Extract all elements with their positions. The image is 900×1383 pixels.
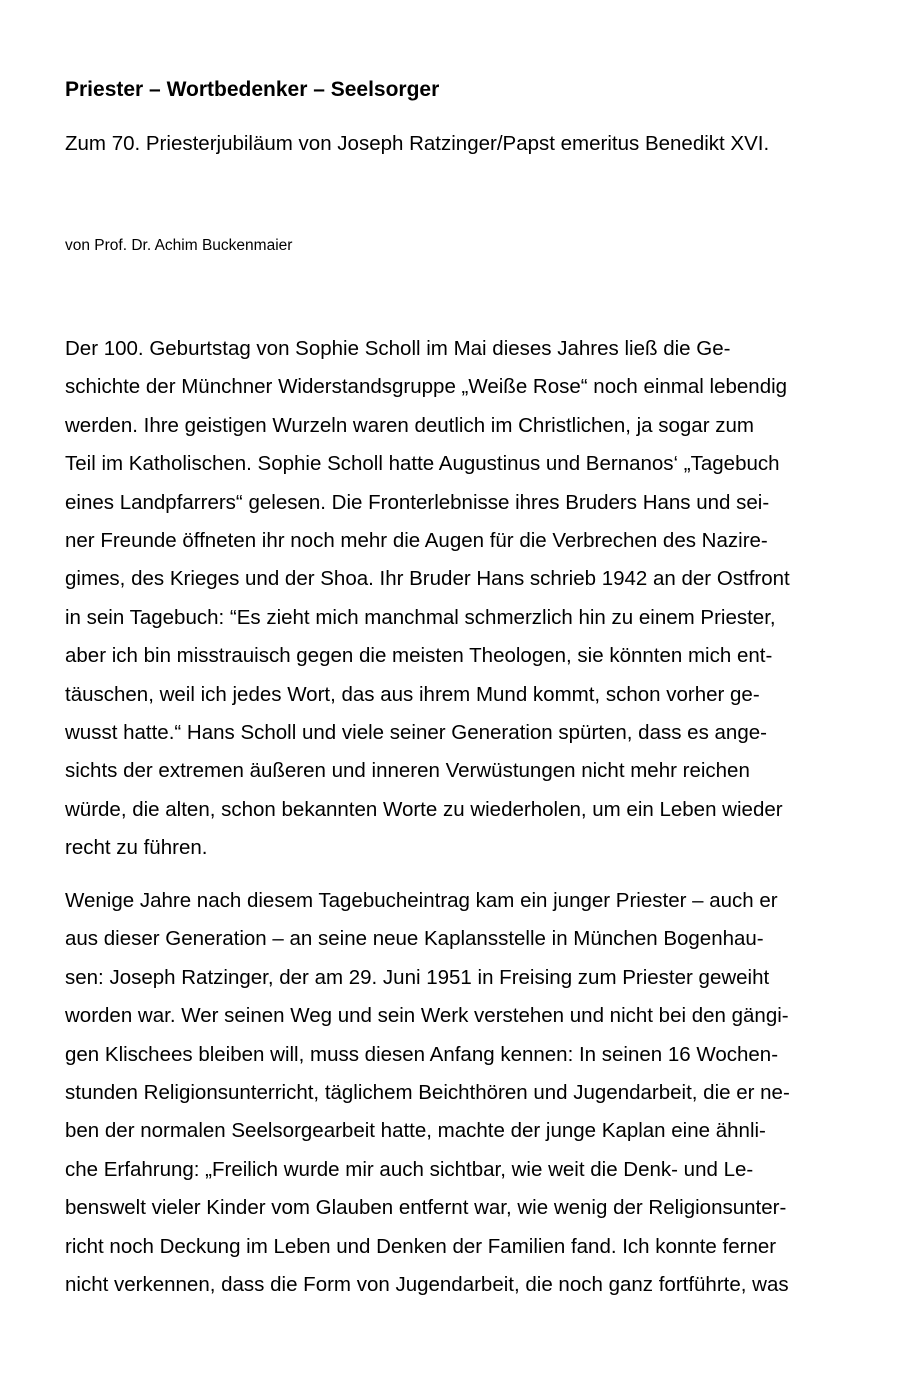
text-line: gimes, des Krieges und der Shoa. Ihr Bruder Hans schrieb 1942 an der Ostfront [65,567,790,591]
text-line: in sein Tagebuch: “Es zieht mich manchmal schmerzlich hin zu einem Priester, [65,605,776,629]
article-title: Priester – Wortbedenker – Seelsorger [65,78,440,101]
text-line: werden. Ihre geistigen Wurzeln waren deutlich im Christlichen, ja sogar zum [65,413,754,437]
text-line: richt noch Deckung im Leben und Denken der Familien fand. Ich konnte ferner [65,1234,777,1258]
text-line: Teil im Katholischen. Sophie Scholl hatte Augustinus und Bernanos‘ „Tagebuch [65,452,780,476]
text-line: gen Klischees bleiben will, muss diesen Anfang kennen: In seinen 16 Wochen- [65,1042,779,1066]
text-line: aus dieser Generation – an seine neue Kaplansstelle in München Bogenhau- [65,927,764,951]
article-subtitle: Zum 70. Priesterjubiläum von Joseph Ratzinger/Papst emeritus Benedikt XVI. [65,132,770,155]
text-line: eines Landpfarrers“ gelesen. Die Fronterlebnisse ihres Bruders Hans und sei- [65,490,770,514]
text-line: ben der normalen Seelsorgearbeit hatte, machte der junge Kaplan eine ähnli- [65,1119,766,1143]
text-line: Der 100. Geburtstag von Sophie Scholl im Mai dieses Jahres ließ die Ge- [65,337,731,360]
text-line: worden war. Wer seinen Weg und sein Werk verstehen und nicht bei den gängi- [65,1004,789,1028]
article-author: von Prof. Dr. Achim Buckenmaier [65,237,293,254]
text-line: aber ich bin misstrauisch gegen die meisten Theologen, sie könnten mich ent- [65,644,773,668]
text-line: benswelt vieler Kinder vom Glauben entfernt war, wie wenig der Religionsunter- [65,1196,787,1220]
text-line: sichts der extremen äußeren und inneren Verwüstungen nicht mehr reichen [65,759,750,783]
text-line: würde, die alten, schon bekannten Worte zu wiederholen, um ein Leben wieder [65,797,783,821]
text-line: wusst hatte.“ Hans Scholl und viele seiner Generation spürten, dass es ange- [65,720,767,744]
text-line: recht zu führen. [65,836,208,860]
text-line: täuschen, weil ich jedes Wort, das aus ihrem Mund kommt, schon vorher ge- [65,682,760,706]
text-line: nicht verkennen, dass die Form von Jugendarbeit, die noch ganz fortführte, was [65,1272,789,1296]
text-line: sen: Joseph Ratzinger, der am 29. Juni 1951 in Freising zum Priester geweiht [65,965,770,989]
text-line: Wenige Jahre nach diesem Tagebucheintrag kam ein junger Priester – auch er [65,889,778,912]
paragraph-2 [65,882,865,1304]
paragraph-1 [65,330,865,867]
text-line: stunden Religionsunterricht, täglichem Beichthören und Jugendarbeit, die er ne- [65,1080,790,1104]
text-line: che Erfahrung: „Freilich wurde mir auch sichtbar, wie weit die Denk- und Le- [65,1157,754,1181]
text-line: ner Freunde öffneten ihr noch mehr die Augen für die Verbrechen des Nazire- [65,528,768,552]
text-line: schichte der Münchner Widerstandsgruppe „Weiße Rose“ noch einmal lebendig [65,375,788,399]
